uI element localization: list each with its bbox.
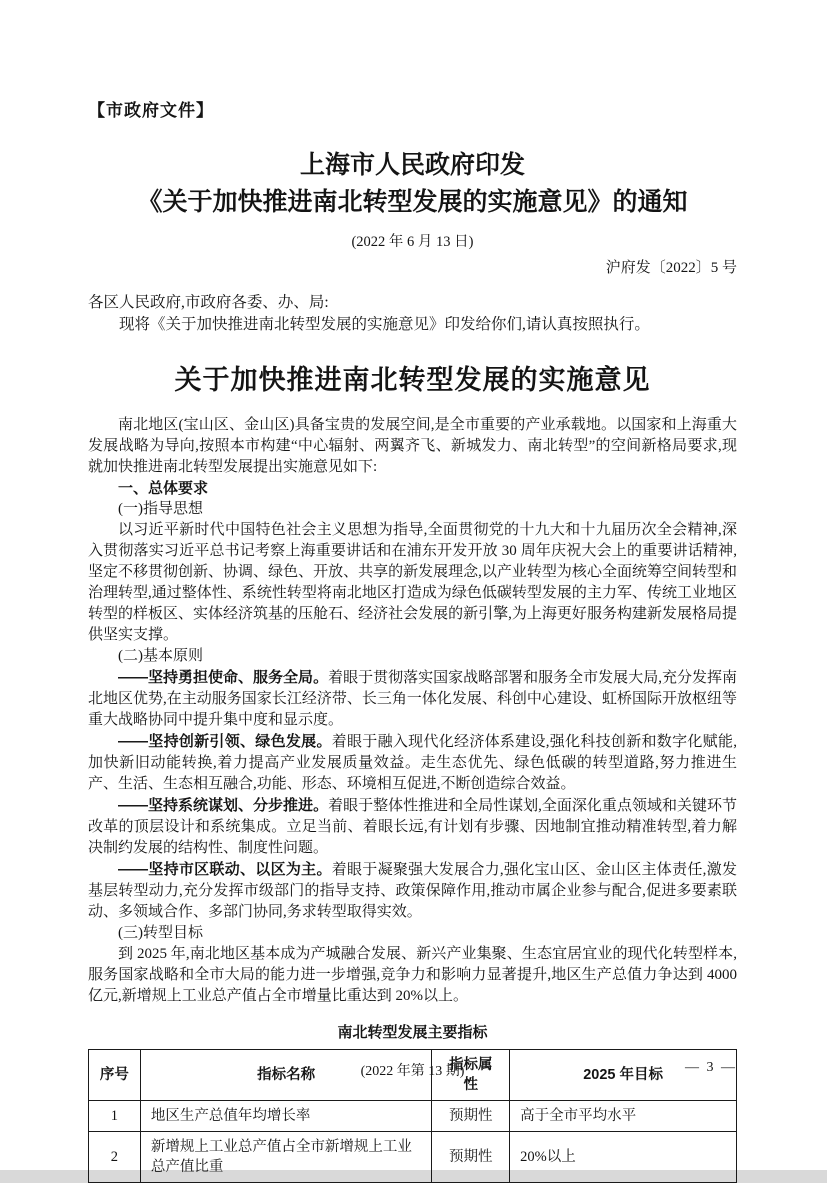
- paragraph: 到 2025 年,南北地区基本成为产城融合发展、新兴产业集聚、生态宜居宜业的现代化转型样本,服务国家战略和全市大局的能力进一步增强,竞争力和影响力显著提升,地区生产总值力争达到 4000 亿元,新增规上工业总产值占全市增量比重达到 20%以上。: [88, 946, 737, 1004]
- document-number: 沪府发〔2022〕5 号: [605, 260, 737, 276]
- paragraph-lead: ——坚持勇担使命、服务全局。: [118, 669, 329, 686]
- table-cell: 预期性: [432, 1101, 510, 1132]
- table-caption: 南北转型发展主要指标: [337, 1024, 488, 1041]
- intro-paragraph: 现将《关于加快推进南北转型发展的实施意见》印发给你们,请认真按照执行。: [119, 316, 650, 333]
- main-heading: 关于加快推进南北转型发展的实施意见: [174, 365, 651, 395]
- table-cell: 1: [89, 1101, 141, 1132]
- table-row: [89, 1101, 737, 1132]
- paragraph: 南北地区(宝山区、金山区)具备宝贵的发展空间,是全市重要的产业承载地。以国家和上海重大发展战略为导向,按照本市构建“中心辐射、两翼齐飞、新城发力、南北转型”的空间新格局要求,现就加快推进南北转型发展提出实施意见如下:: [88, 417, 737, 475]
- table-cell: 预期性: [432, 1132, 510, 1183]
- section-corner-label: 【市政府文件】: [88, 101, 214, 120]
- paragraph: (二)基本原则: [118, 648, 203, 664]
- table-cell: 2: [89, 1132, 141, 1183]
- paragraph: ——坚持系统谋划、分步推进。着眼于整体性推进和全局性谋划,全面深化重点领域和关键环节改革的顶层设计和系统集成。立足当前、着眼长远,有计划有步骤、因地制宜推动精准转型,着力解决制约发展的结构性、制度性问题。: [88, 797, 737, 856]
- table-header-cell: 指标名称: [140, 1050, 432, 1101]
- body-paragraphs: [88, 415, 737, 1007]
- paragraph: ——坚持创新引领、绿色发展。着眼于融入现代化经济体系建设,强化科技创新和数字化赋能,加快新旧动能转换,着力提高产业发展质量效益。走生态优先、绿色低碳的转型道路,努力推进生产、生活、生态相互融合,功能、形态、环境相互促进,不断创造综合效益。: [88, 733, 737, 792]
- indicators-table-body: [89, 1101, 737, 1183]
- paragraph: 一、总体要求: [118, 480, 209, 497]
- table-header-cell: 指标属性: [432, 1050, 510, 1101]
- paragraph: (三)转型目标: [118, 925, 203, 941]
- paragraph-lead: ——坚持系统谋划、分步推进。: [118, 797, 329, 814]
- table-cell: 20%以上: [510, 1132, 737, 1183]
- paragraph: ——坚持市区联动、以区为主。着眼于凝聚强大发展合力,强化宝山区、金山区主体责任,激发基层转型动力,充分发挥市级部门的指导支持、政策保障作用,推动市属企业参与配合,促进多要素联动、多领域合作、多部门协同,务求转型取得实效。: [88, 861, 737, 920]
- notice-title: [88, 147, 737, 221]
- notice-date: (2022 年 6 月 13 日): [351, 234, 474, 250]
- page-footer: [88, 1060, 737, 1080]
- salutation: 各区人民政府,市政府各委、办、局:: [88, 294, 329, 311]
- table-header-cell: 2025 年目标: [510, 1050, 737, 1101]
- paragraph-lead: ——坚持创新引领、绿色发展。: [118, 733, 332, 750]
- paragraph: (一)指导思想: [118, 501, 203, 517]
- table-cell: 高于全市平均水平: [510, 1101, 737, 1132]
- table-cell: 地区生产总值年均增长率: [140, 1101, 432, 1132]
- paragraph: 以习近平新时代中国特色社会主义思想为指导,全面贯彻党的十九大和十九届历次全会精神,深入贯彻落实习近平总书记考察上海重要讲话和在浦东开发开放 30 周年庆祝大会上的重要讲话精神,坚定不移贯彻创新、协调、绿色、开放、共享的新发展理念,以产业转型为核心全面统筹空间转型和治理转型,通过整体性、系统性转型将南北地区打造成为绿色低碳转型发展的主力军、传统工业地区转型的样板区、实体经济筑基的压舱石、经济社会发展的新引擎,为上海更好服务构建新发展格局提供坚实支撑。: [88, 522, 737, 643]
- paragraph: ——坚持勇担使命、服务全局。着眼于贯彻落实国家战略部署和服务全市发展大局,充分发挥南北地区优势,在主动服务国家长江经济带、长三角一体化发展、科创中心建设、虹桥国际开放枢纽等重大战略协同中提升集中度和显示度。: [88, 669, 737, 728]
- issue-label: (2022 年第 13 期): [360, 1064, 465, 1079]
- paragraph-lead: ——坚持市区联动、以区为主。: [118, 861, 332, 878]
- notice-title-line2: 《关于加快推进南北转型发展的实施意见》的通知: [137, 188, 688, 216]
- page-number: — 3 —: [685, 1060, 737, 1075]
- table-cell: 新增规上工业总产值占全市新增规上工业总产值比重: [140, 1132, 432, 1183]
- notice-title-line1: 上海市人民政府印发: [299, 151, 525, 179]
- table-row: [89, 1132, 737, 1183]
- table-header-cell: 序号: [89, 1050, 141, 1101]
